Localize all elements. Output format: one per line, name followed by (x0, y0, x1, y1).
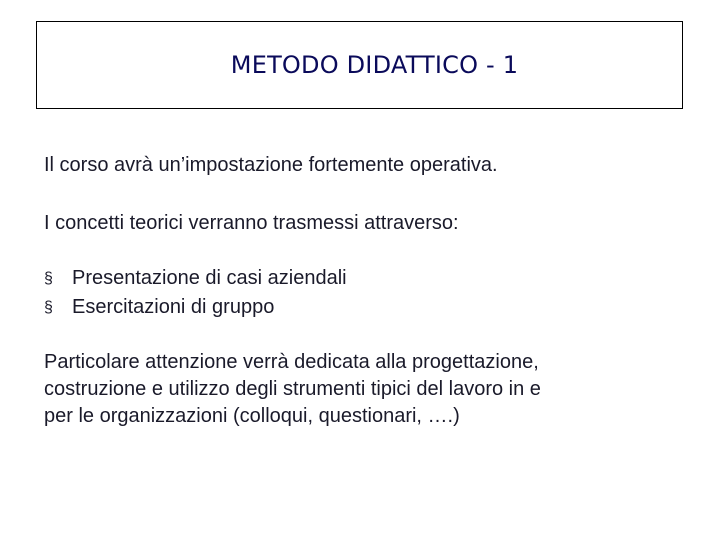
bullet-text: Presentazione di casi aziendali (72, 267, 347, 289)
bullet-text: Esercitazioni di gruppo (72, 296, 275, 318)
concepts-paragraph: I concetti teorici verranno trasmessi attraverso: (44, 212, 459, 234)
slide-title: METODO DIDATTICO - 1 (230, 51, 519, 79)
bullet-item (44, 264, 347, 293)
bullet-list (44, 264, 347, 322)
intro-paragraph: Il corso avrà un’impostazione fortemente operativa. (44, 154, 498, 176)
attention-paragraph (44, 349, 541, 430)
attention-line: per le organizzazioni (colloqui, questionari, ….) (44, 405, 460, 427)
attention-line: costruzione e utilizzo degli strumenti tipici del lavoro in e (44, 378, 541, 400)
bullet-item (44, 293, 347, 322)
bullet-marker-icon: § (44, 299, 53, 316)
title-box (36, 21, 683, 109)
bullet-marker-icon: § (44, 270, 53, 287)
attention-line: Particolare attenzione verrà dedicata alla progettazione, (44, 351, 539, 373)
